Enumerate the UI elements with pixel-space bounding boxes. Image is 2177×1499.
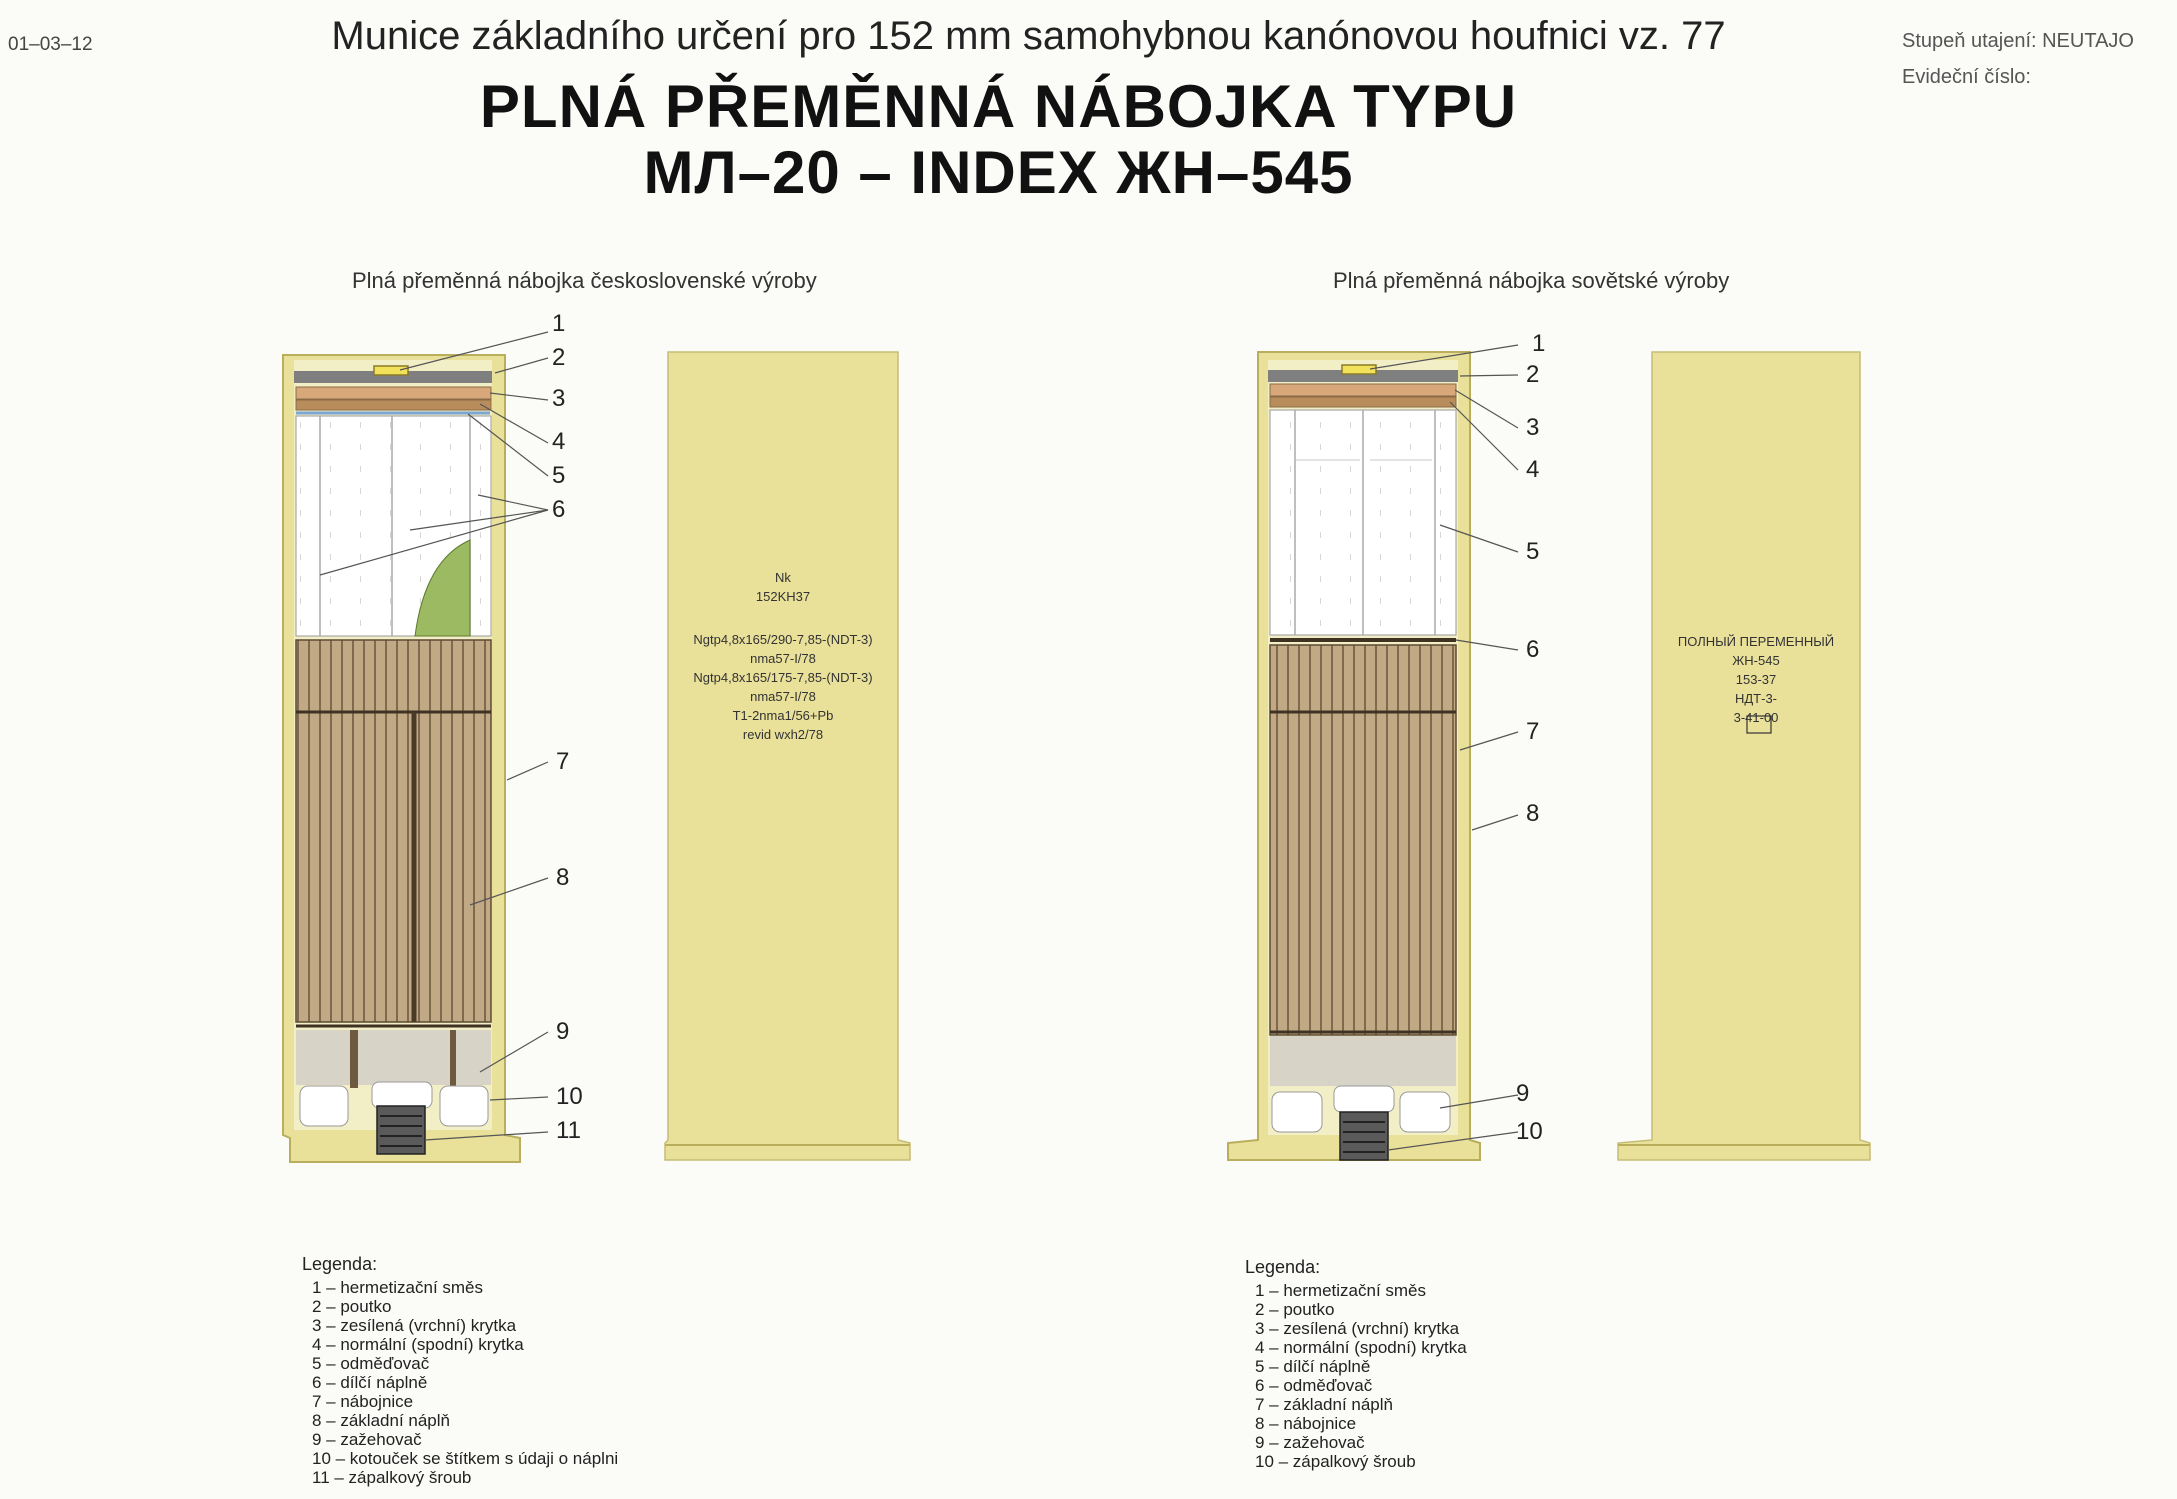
right-igniter <box>1272 1092 1322 1132</box>
right-legend-item: 7 – základní náplň <box>1255 1395 1393 1414</box>
left-legend-title: Legenda: <box>302 1254 378 1274</box>
left-legend-item: 8 – základní náplň <box>312 1411 450 1430</box>
left-marking-line: T1-2nma1/56+Pb <box>732 708 834 723</box>
left-callout-7: 7 <box>556 748 570 775</box>
left-callout-4: 4 <box>552 428 566 455</box>
right-legend-item: 1 – hermetizační směs <box>1255 1281 1427 1300</box>
left-legend-item: 10 – kotouček se štítkem s údaji o náplni <box>312 1449 619 1468</box>
right-callout-3: 3 <box>1526 414 1540 441</box>
right-marking-line: ПОЛНЫЙ ПЕРЕМЕННЫЙ <box>1677 634 1835 649</box>
left-legend-item: 2 – poutko <box>312 1297 392 1316</box>
right-callout-1: 1 <box>1532 330 1546 357</box>
left-marking-line: Nk <box>775 570 791 585</box>
right-marking-line: ЖН-545 <box>1732 653 1780 668</box>
right-bottom-cover <box>1270 397 1456 407</box>
right-outer-case <box>1618 352 1870 1160</box>
right-marking-line: 153-37 <box>1735 672 1777 687</box>
page-title-text-1: PLNÁ PŘEMĚNNÁ NÁBOJKA TYPU <box>479 73 1518 140</box>
left-legend-item: 11 – zápalkový šroub <box>312 1468 472 1487</box>
page-title-text-2: МЛ–20 – INDEX ЖН–545 <box>643 139 1354 206</box>
left-legend-item: 3 – zesílená (vrchní) krytka <box>312 1316 517 1335</box>
page-subtitle-text: Munice základního určení pro 152 mm samohybnou kanónovou houfnici vz. 77 <box>331 14 1726 58</box>
left-legend-item: 5 – odměďovač <box>312 1354 430 1373</box>
left-marking-line: Ngtp4,8x165/290-7,85-(NDT-3) <box>693 632 873 647</box>
right-callout-8: 8 <box>1526 800 1540 827</box>
right-legend-item: 2 – poutko <box>1255 1300 1335 1319</box>
left-outer-case <box>665 352 910 1160</box>
right-caption: Plná přeměnná nábojka sovětské výroby <box>1333 268 1730 293</box>
left-bottom-cover <box>296 400 491 410</box>
left-top-cover <box>296 387 491 399</box>
left-legend-item: 1 – hermetizační směs <box>312 1278 484 1297</box>
right-legend-item: 4 – normální (spodní) krytka <box>1255 1338 1467 1357</box>
right-callout-5: 5 <box>1526 538 1540 565</box>
right-callout-6: 6 <box>1526 636 1540 663</box>
right-marking-line: НДТ-3- <box>1734 691 1778 706</box>
left-marking-line: revid wxh2/78 <box>742 727 824 742</box>
right-callout-7: 7 <box>1526 718 1540 745</box>
document-code: 01–03–12 <box>8 34 93 55</box>
right-case-marking <box>1652 632 1860 727</box>
right-callout-10: 10 <box>1516 1118 1543 1145</box>
left-legend-item: 7 – nábojnice <box>312 1392 414 1411</box>
left-callout-6: 6 <box>552 496 566 523</box>
record-number-label: Evideční číslo: <box>1902 66 2031 88</box>
right-legend-title: Legenda: <box>1245 1257 1321 1277</box>
right-legend-item: 3 – zesílená (vrchní) krytka <box>1255 1319 1460 1338</box>
right-main-charge <box>1270 645 1456 1035</box>
right-loop <box>1342 365 1376 374</box>
left-callout-11: 11 <box>556 1117 581 1144</box>
left-case-marking <box>668 568 898 744</box>
left-marking-line: nma57-I/78 <box>750 651 816 666</box>
left-legend-item: 9 – zažehovač <box>312 1430 422 1449</box>
right-legend-item: 8 – nábojnice <box>1255 1414 1357 1433</box>
left-marking-line: nma57-I/78 <box>750 689 816 704</box>
left-cutaway-cartridge <box>283 355 520 1162</box>
right-callout-9: 9 <box>1516 1080 1530 1107</box>
left-legend-item: 6 – dílčí náplně <box>312 1373 428 1392</box>
left-loop <box>374 366 408 375</box>
right-marking-line: 3-41-00 <box>1733 710 1779 725</box>
right-legend-item: 9 – zažehovač <box>1255 1433 1365 1452</box>
left-legend <box>302 1255 618 1487</box>
left-caption: Plná přeměnná nábojka československé výroby <box>352 268 817 293</box>
left-callout-3: 3 <box>552 385 566 412</box>
left-callout-2: 2 <box>552 344 566 371</box>
right-legend-item: 10 – zápalkový šroub <box>1255 1452 1416 1471</box>
right-legend <box>1245 1258 1467 1471</box>
right-callout-4: 4 <box>1526 456 1540 483</box>
left-igniter <box>300 1086 348 1126</box>
left-marking-line: 152KH37 <box>755 589 811 604</box>
left-callout-1: 1 <box>552 310 566 337</box>
left-legend-item: 4 – normální (spodní) krytka <box>312 1335 524 1354</box>
classification-label: Stupeň utajení: NEUTAJO <box>1902 30 2134 52</box>
left-main-charge <box>296 640 491 1022</box>
right-callout-2: 2 <box>1526 361 1540 388</box>
right-top-cover <box>1270 384 1456 396</box>
left-callout-9: 9 <box>556 1018 570 1045</box>
left-callout-10: 10 <box>556 1083 583 1110</box>
left-callout-5: 5 <box>552 462 566 489</box>
right-legend-item: 6 – odměďovač <box>1255 1376 1373 1395</box>
right-legend-item: 5 – dílčí náplně <box>1255 1357 1371 1376</box>
left-callout-8: 8 <box>556 864 570 891</box>
right-cutaway-cartridge <box>1228 352 1480 1160</box>
left-marking-line: Ngtp4,8x165/175-7,85-(NDT-3) <box>693 670 873 685</box>
